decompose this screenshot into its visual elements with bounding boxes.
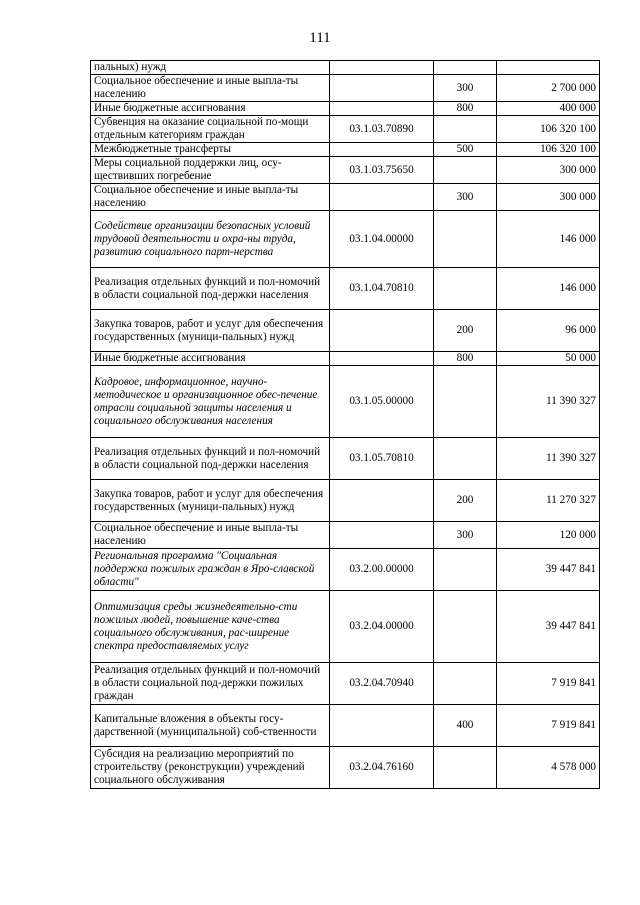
table-row — [91, 352, 600, 366]
expense-type-cell — [434, 61, 497, 75]
expense-type-cell: 500 — [434, 143, 497, 157]
amount-cell: 106 320 100 — [497, 143, 600, 157]
expense-type-cell — [434, 116, 497, 143]
target-code-cell: 03.2.04.00000 — [330, 591, 434, 663]
item-name-cell: Закупка товаров, работ и услуг для обеспечения государственных (муници-пальных) нужд — [91, 310, 330, 352]
item-name-cell: Кадровое, информационное, научно-методическое и организационное обес-печение отрасли социальной защиты населения и социального обслуживания населения — [91, 366, 330, 438]
item-name-cell: Межбюджетные трансферты — [91, 143, 330, 157]
expense-type-cell — [434, 157, 497, 184]
amount-cell: 4 578 000 — [497, 747, 600, 789]
item-name-cell: пальных) нужд — [91, 61, 330, 75]
amount-cell: 120 000 — [497, 522, 600, 549]
expense-type-cell: 200 — [434, 480, 497, 522]
table-row — [91, 747, 600, 789]
expense-type-cell: 300 — [434, 75, 497, 102]
amount-cell: 106 320 100 — [497, 116, 600, 143]
expense-type-cell: 400 — [434, 705, 497, 747]
item-name-cell: Социальное обеспечение и иные выпла-ты населению — [91, 522, 330, 549]
amount-cell: 146 000 — [497, 211, 600, 268]
expense-type-cell — [434, 268, 497, 310]
table-row — [91, 705, 600, 747]
table-row — [91, 663, 600, 705]
item-name-cell: Иные бюджетные ассигнования — [91, 352, 330, 366]
item-name-cell: Иные бюджетные ассигнования — [91, 102, 330, 116]
amount-cell: 300 000 — [497, 157, 600, 184]
table-row — [91, 480, 600, 522]
table-row — [91, 591, 600, 663]
amount-cell: 7 919 841 — [497, 705, 600, 747]
table-row — [91, 438, 600, 480]
amount-cell: 11 390 327 — [497, 366, 600, 438]
target-code-cell: 03.1.04.70810 — [330, 268, 434, 310]
amount-cell: 50 000 — [497, 352, 600, 366]
page-number: 111 — [309, 30, 331, 46]
amount-cell: 96 000 — [497, 310, 600, 352]
target-code-cell: 03.1.03.75650 — [330, 157, 434, 184]
target-code-cell: 03.1.05.00000 — [330, 366, 434, 438]
item-name-cell: Региональная программа "Социальная поддержка пожилых граждан в Яро-славской области" — [91, 549, 330, 591]
table-row — [91, 157, 600, 184]
target-code-cell: 03.1.04.00000 — [330, 211, 434, 268]
expense-type-cell — [434, 747, 497, 789]
target-code-cell — [330, 480, 434, 522]
table-row — [91, 549, 600, 591]
target-code-cell — [330, 102, 434, 116]
target-code-cell — [330, 143, 434, 157]
target-code-cell: 03.2.04.70940 — [330, 663, 434, 705]
item-name-cell: Социальное обеспечение и иные выпла-ты населению — [91, 75, 330, 102]
table-row — [91, 310, 600, 352]
item-name-cell: Реализация отдельных функций и пол-номочий в области социальной под-держки населения — [91, 438, 330, 480]
target-code-cell — [330, 61, 434, 75]
budget-table — [90, 60, 600, 789]
target-code-cell: 03.2.04.76160 — [330, 747, 434, 789]
target-code-cell — [330, 522, 434, 549]
table-row — [91, 116, 600, 143]
item-name-cell: Реализация отдельных функций и пол-номочий в области социальной под-держки пожилых граждан — [91, 663, 330, 705]
amount-cell: 11 270 327 — [497, 480, 600, 522]
table-row — [91, 268, 600, 310]
amount-cell: 146 000 — [497, 268, 600, 310]
table-row — [91, 61, 600, 75]
target-code-cell: 03.1.05.70810 — [330, 438, 434, 480]
table-row — [91, 522, 600, 549]
table-row — [91, 75, 600, 102]
expense-type-cell — [434, 366, 497, 438]
expense-type-cell: 800 — [434, 102, 497, 116]
expense-type-cell: 300 — [434, 184, 497, 211]
item-name-cell: Субсидия на реализацию мероприятий по строительству (реконструкции) учреждений социального обслуживания — [91, 747, 330, 789]
target-code-cell — [330, 352, 434, 366]
expense-type-cell — [434, 591, 497, 663]
item-name-cell: Субвенция на оказание социальной по-мощи отдельным категориям граждан — [91, 116, 330, 143]
target-code-cell: 03.1.03.70890 — [330, 116, 434, 143]
expense-type-cell: 300 — [434, 522, 497, 549]
amount-cell — [497, 61, 600, 75]
table-row — [91, 211, 600, 268]
target-code-cell — [330, 705, 434, 747]
expense-type-cell: 200 — [434, 310, 497, 352]
amount-cell: 39 447 841 — [497, 591, 600, 663]
item-name-cell: Содействие организации безопасных условий трудовой деятельности и охра-ны труда, развитию социального парт-нерства — [91, 211, 330, 268]
item-name-cell: Оптимизация среды жизнедеятельно-сти пожилых людей, повышение каче-ства социального обслуживания, рас-ширение спектра предоставляемых услуг — [91, 591, 330, 663]
target-code-cell — [330, 75, 434, 102]
item-name-cell: Социальное обеспечение и иные выпла-ты населению — [91, 184, 330, 211]
amount-cell: 39 447 841 — [497, 549, 600, 591]
table-row — [91, 184, 600, 211]
item-name-cell: Капитальные вложения в объекты госу-дарственной (муниципальной) соб-ственности — [91, 705, 330, 747]
target-code-cell — [330, 184, 434, 211]
table-row — [91, 366, 600, 438]
table-row — [91, 143, 600, 157]
amount-cell: 11 390 327 — [497, 438, 600, 480]
target-code-cell — [330, 310, 434, 352]
amount-cell: 7 919 841 — [497, 663, 600, 705]
target-code-cell: 03.2.00.00000 — [330, 549, 434, 591]
amount-cell: 400 000 — [497, 102, 600, 116]
expense-type-cell — [434, 549, 497, 591]
table-row — [91, 102, 600, 116]
expense-type-cell — [434, 211, 497, 268]
item-name-cell: Реализация отдельных функций и пол-номочий в области социальной под-держки населения — [91, 268, 330, 310]
expense-type-cell: 800 — [434, 352, 497, 366]
amount-cell: 300 000 — [497, 184, 600, 211]
item-name-cell: Меры социальной поддержки лиц, осу-ществивших погребение — [91, 157, 330, 184]
expense-type-cell — [434, 438, 497, 480]
expense-type-cell — [434, 663, 497, 705]
amount-cell: 2 700 000 — [497, 75, 600, 102]
item-name-cell: Закупка товаров, работ и услуг для обеспечения государственных (муници-пальных) нужд — [91, 480, 330, 522]
